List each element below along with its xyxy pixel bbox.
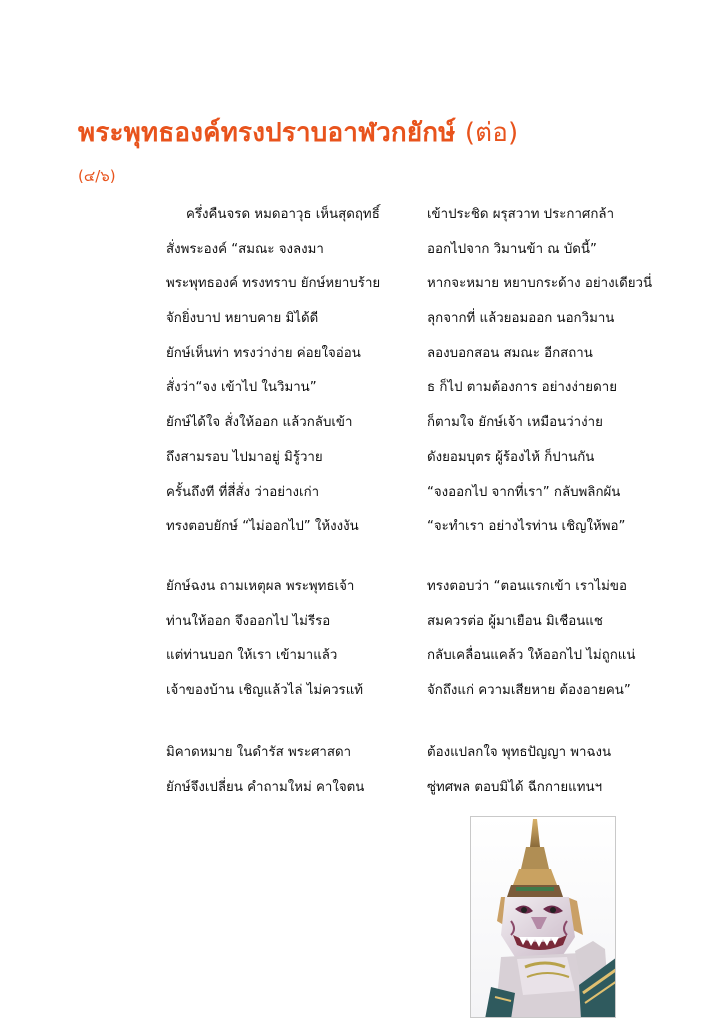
verse-left: ครึ่งคืนจรด หมดอาวุธ เห็นสุดฤทธิ์ (186, 207, 380, 222)
verse-line (0, 612, 724, 647)
verse-right: ลองบอกสอน สมณะ อีกสถาน (427, 345, 593, 361)
stanza-2 (0, 577, 724, 716)
verse-left: ยักษ์ฉงน ถามเหตุผล พระพุทธเจ้า (166, 579, 355, 594)
verse-right: “จะทำเรา อย่างไรท่าน เชิญให้พอ” (427, 519, 626, 535)
verse-line (0, 646, 724, 681)
verse-left: ทรงตอบยักษ์ “ไม่ออกไป” ให้งงงัน (166, 519, 359, 535)
verse-left: ยักษ์จึงเปลี่ยน คำถามใหม่ คาใจตน (166, 779, 365, 795)
verse-right: กลับเคลื่อนแคล้ว ให้ออกไป ไม่ถูกแน่ (427, 648, 636, 664)
verse-right: “จงออกไป จากที่เรา” กลับพลิกผัน (427, 484, 621, 500)
stanza-1 (0, 205, 724, 552)
page-title-main: พระพุทธองค์ทรงปราบอาฬวกยักษ์ (78, 118, 456, 148)
verse-line (0, 681, 724, 716)
verse-left: สั่งว่า“จง เข้าไป ในวิมาน” (166, 380, 317, 396)
verse-line (0, 577, 724, 612)
page-title (78, 112, 518, 153)
verse-line (0, 240, 724, 275)
verse-left: สั่งพระองค์ “สมณะ จงลงมา (166, 241, 324, 257)
verse-left: ครั้นถึงที ที่สี่สั่ง ว่าอย่างเก่า (166, 484, 320, 500)
verse-right: ต้องแปลกใจ พุทธปัญญา พาฉงน (427, 745, 612, 760)
verse-line (0, 344, 724, 379)
verse-line (0, 309, 724, 344)
verse-line (0, 517, 724, 552)
verse-right: หากจะหมาย หยาบกระด้าง อย่างเดียวนี่ (427, 276, 653, 292)
verse-line (0, 205, 724, 240)
verse-line (0, 448, 724, 483)
verse-line (0, 743, 724, 778)
verse-right: ดังยอมบุตร ผู้ร้องไห้ ก็ปานกัน (427, 449, 595, 465)
verse-left: มิคาดหมาย ในดำรัส พระศาสดา (166, 745, 352, 760)
verse-line (0, 378, 724, 413)
stanza-3 (0, 743, 724, 812)
verse-left: จักยิ่งบาป หยาบคาย มิได้ดี (166, 311, 319, 327)
verse-left: ถึงสามรอบ ไปมาอยู่ มิรู้วาย (166, 449, 323, 465)
verse-right: ออกไปจาก วิมานข้า ณ บัดนี้” (427, 241, 597, 257)
verse-right: สมควรต่อ ผู้มาเยือน มิเชือนแช (427, 613, 603, 629)
giant-statue-photo (470, 816, 616, 1018)
verse-line (0, 413, 724, 448)
giant-guardian-statue-image (471, 817, 616, 1018)
verse-right: ธ ก็ไป ตามต้องการ อย่างง่ายดาย (427, 380, 617, 396)
verse-right: ก็ตามใจ ยักษ์เจ้า เหมือนว่าง่าย (427, 415, 603, 431)
verse-right: ลุกจากที่ แล้วยอมออก นอกวิมาน (427, 311, 615, 327)
verse-right: จักถึงแก่ ความเสียหาย ต้องอายคน” (427, 683, 631, 699)
verse-left: แต่ท่านบอก ให้เรา เข้ามาแล้ว (166, 648, 338, 664)
verse-left: ท่านให้ออก จึงออกไป ไม่รีรอ (166, 613, 331, 629)
part-number: (๔/๖) (78, 167, 116, 185)
verse-right: ซู่ทศพล ตอบมิได้ ฉีกกายแทนฯ (427, 779, 603, 795)
verse-line (0, 483, 724, 518)
verse-line (0, 778, 724, 813)
verse-left: เจ้าของบ้าน เชิญแล้วไล่ ไม่ควรแท้ (166, 683, 364, 699)
verse-left: ยักษ์ได้ใจ สั่งให้ออก แล้วกลับเข้า (166, 415, 353, 431)
verse-right: ทรงตอบว่า “ตอนแรกเข้า เราไม่ขอ (427, 579, 627, 594)
verse-right: เข้าประชิด ผรุสวาท ประกาศกล้า (427, 207, 615, 222)
verse-line (0, 274, 724, 309)
verse-left: ยักษ์เห็นท่า ทรงว่าง่าย ค่อยใจอ่อน (166, 345, 361, 361)
page-title-suffix: (ต่อ) (464, 118, 519, 148)
verse-left: พระพุทธองค์ ทรงทราบ ยักษ์หยาบร้าย (166, 276, 381, 292)
